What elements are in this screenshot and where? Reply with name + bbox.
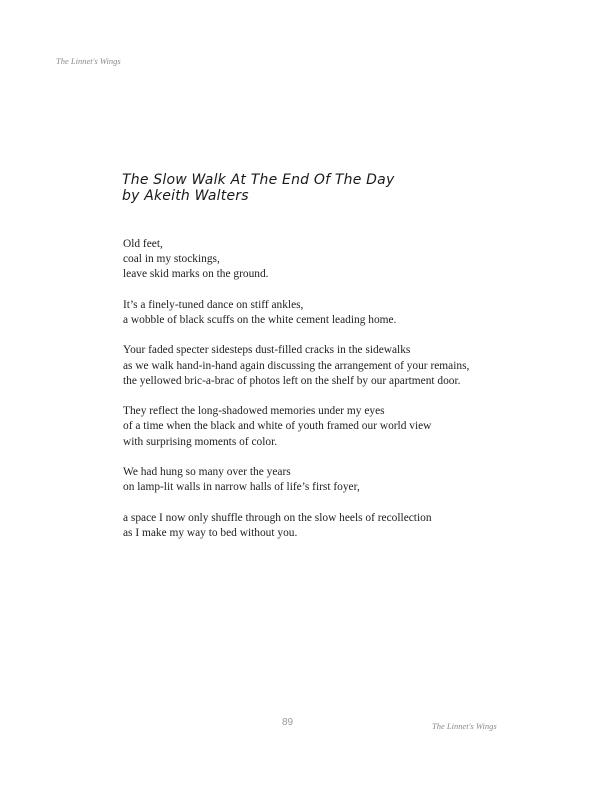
running-head: The Linnet's Wings: [56, 56, 121, 66]
poem-line: as I make my way to bed without you.: [123, 526, 298, 539]
running-foot: The Linnet's Wings: [432, 721, 497, 731]
poem-title: The Slow Walk At The End Of The Day: [122, 172, 395, 188]
poem-byline: by Akeith Walters: [122, 188, 249, 204]
poem-line: on lamp-lit walls in narrow halls of life’s first foyer,: [123, 481, 360, 494]
page-number: 89: [282, 717, 294, 728]
poem-line: We had hung so many over the years: [123, 465, 291, 478]
poem-line: coal in my stockings,: [123, 253, 220, 266]
poem-line: They reflect the long-shadowed memories under my eyes: [123, 405, 385, 418]
poem-line: It’s a finely-tuned dance on stiff ankles,: [123, 298, 304, 311]
poem-line: a wobble of black scuffs on the white cement leading home.: [123, 314, 397, 326]
poem-line: as we walk hand-in-hand again discussing the arrangement of your remains,: [123, 359, 470, 372]
poem-line: the yellowed bric-a-brac of photos left on the shelf by our apartment door.: [123, 374, 461, 387]
stanza: [123, 298, 563, 328]
poem-line: Old feet,: [123, 238, 163, 250]
poem-line: of a time when the black and white of youth framed our world view: [123, 420, 432, 433]
poem-body: [123, 237, 563, 556]
stanza: [123, 237, 563, 283]
poem-line: Your faded specter sidesteps dust-filled cracks in the sidewalks: [123, 344, 411, 357]
stanza: [123, 465, 563, 495]
poem-line: with surprising moments of color.: [123, 435, 278, 448]
stanza: [123, 343, 563, 389]
poem-title-block: [122, 172, 394, 204]
stanza: [123, 404, 563, 450]
poem-line: leave skid marks on the ground.: [123, 268, 269, 281]
poem-line: a space I now only shuffle through on the slow heels of recollection: [123, 511, 432, 524]
stanza: [123, 511, 563, 541]
